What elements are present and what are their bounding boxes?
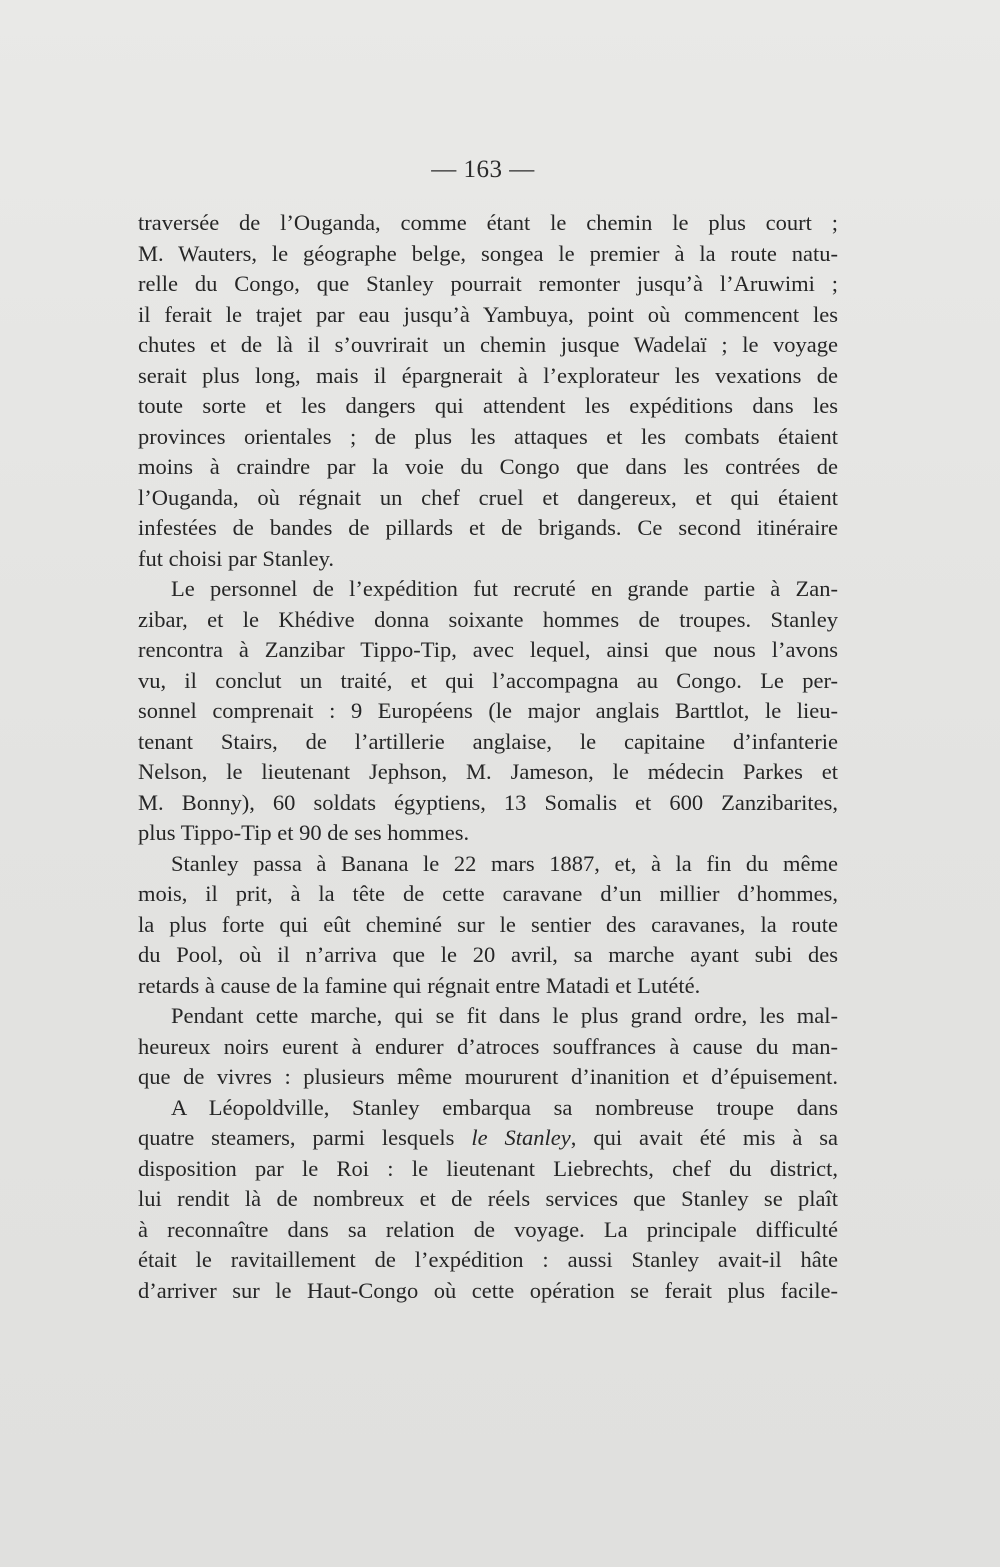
line-text-after: , qui avait été mis à sa <box>570 1125 838 1150</box>
text-line <box>138 696 838 727</box>
text-line <box>138 1154 838 1185</box>
line-text: infestées de bandes de pillards et de brigands. Ce second itinéraire <box>138 515 838 540</box>
text-line <box>138 910 838 941</box>
text-line <box>138 818 838 849</box>
line-text: était le ravitaillement de l’expédition : aussi Stanley avait-il hâte <box>138 1247 838 1272</box>
line-text: tenant Stairs, de l’artillerie anglaise, le capitaine d’infanterie <box>138 728 838 754</box>
line-text: traversée de l’Ouganda, comme étant le chemin le plus court ; <box>138 210 838 235</box>
text-line <box>138 574 838 605</box>
line-text: sonnel comprenait : 9 Européens (le major anglais Barttlot, le lieu- <box>138 698 838 723</box>
text-line <box>138 1093 838 1124</box>
line-text: Le personnel de l’expédition fut recruté en grande partie à Zan- <box>171 576 838 601</box>
line-text: lui rendit là de nombreux et de réels services que Stanley se plaît <box>138 1186 838 1211</box>
line-text: toute sorte et les dangers qui attendent les expéditions dans les <box>138 393 838 418</box>
text-line <box>138 239 838 270</box>
text-line <box>138 879 838 910</box>
line-text: Pendant cette marche, qui se fit dans le plus grand ordre, les mal- <box>171 1003 838 1028</box>
line-text: heureux noirs eurent à endurer d’atroces souffrances à cause du man- <box>138 1033 838 1059</box>
text-line <box>138 1184 838 1215</box>
text-line <box>138 1215 838 1246</box>
line-text: disposition par le Roi : le lieutenant Liebrechts, chef du district, <box>138 1155 838 1181</box>
text-line <box>138 391 838 422</box>
text-line <box>138 483 838 514</box>
line-text: provinces orientales ; de plus les attaques et les combats étaient <box>138 423 838 449</box>
line-text: Stanley passa à Banana le 22 mars 1887, et, à la fin du même <box>171 850 838 876</box>
text-line <box>138 971 838 1002</box>
text-line <box>138 300 838 331</box>
text-line <box>138 940 838 971</box>
text-line <box>138 635 838 666</box>
text-line <box>138 1032 838 1063</box>
line-text: vu, il conclut un traité, et qui l’accompagna au Congo. Le per- <box>138 667 838 693</box>
line-text: quatre steamers, parmi lesquels <box>138 1125 455 1150</box>
body-text <box>138 208 838 1306</box>
text-line <box>138 422 838 453</box>
line-text: rencontra à Zanzibar Tippo-Tip, avec lequel, ainsi que nous l’avons <box>138 637 838 662</box>
line-text: la plus forte qui eût cheminé sur le sentier des caravanes, la route <box>138 911 838 937</box>
line-text: relle du Congo, que Stanley pourrait remonter jusqu’à l’Aruwimi ; <box>138 271 838 296</box>
text-line <box>138 1062 838 1093</box>
line-text: à reconnaître dans sa relation de voyage. La principale difficulté <box>138 1216 838 1242</box>
text-line <box>138 269 838 300</box>
line-text: M. Wauters, le géographe belge, songea le premier à la route natu- <box>138 240 838 266</box>
text-line <box>138 757 838 788</box>
line-text: M. Bonny), 60 soldats égyptiens, 13 Somalis et 600 Zanzibarites, <box>138 789 838 815</box>
text-line <box>138 788 838 819</box>
line-text: que de vivres : plusieurs même moururent d’inanition et d’épuisement. <box>138 1064 838 1089</box>
text-line <box>138 1001 838 1032</box>
line-text: A Léopoldville, Stanley embarqua sa nombreuse troupe dans <box>171 1094 838 1120</box>
text-line <box>138 1123 838 1154</box>
text-line <box>138 330 838 361</box>
line-text: l’Ouganda, où régnait un chef cruel et dangereux, et qui étaient <box>138 484 838 510</box>
line-text: du Pool, où il n’arriva que le 20 avril, sa marche ayant subi des <box>138 942 838 967</box>
line-text: retards à cause de la famine qui régnait entre Matadi et Lutété. <box>138 972 701 998</box>
line-text: d’arriver sur le Haut-Congo où cette opération se ferait plus facile- <box>138 1277 838 1303</box>
line-text: Nelson, le lieutenant Jephson, M. Jameson, le médecin Parkes et <box>138 759 838 784</box>
text-line <box>138 727 838 758</box>
line-text: fut choisi par Stanley. <box>138 545 334 571</box>
line-text: il ferait le trajet par eau jusqu’à Yambuya, point où commencent les <box>138 301 838 327</box>
line-text: plus Tippo-Tip et 90 de ses hommes. <box>138 820 470 845</box>
text-line <box>138 666 838 697</box>
text-line <box>138 361 838 392</box>
text-line <box>138 544 838 575</box>
line-text: chutes et de là il s’ouvrirait un chemin jusque Wadelaï ; le voyage <box>138 332 838 357</box>
line-text: zibar, et le Khédive donna soixante hommes de troupes. Stanley <box>138 606 838 632</box>
text-line <box>138 1245 838 1276</box>
text-line <box>138 452 838 483</box>
page-number: — 163 — <box>431 156 535 183</box>
text-line <box>138 605 838 636</box>
line-text: mois, il prit, à la tête de cette caravane d’un millier d’hommes, <box>138 881 838 906</box>
line-text: serait plus long, mais il épargnerait à l’explorateur les vexations de <box>138 362 838 388</box>
line-text: moins à craindre par la voie du Congo que dans les contrées de <box>138 454 838 479</box>
text-line <box>138 1276 838 1307</box>
italic-title: le Stanley <box>471 1125 571 1150</box>
text-line <box>138 849 838 880</box>
text-line <box>138 513 838 544</box>
text-line <box>138 208 838 239</box>
